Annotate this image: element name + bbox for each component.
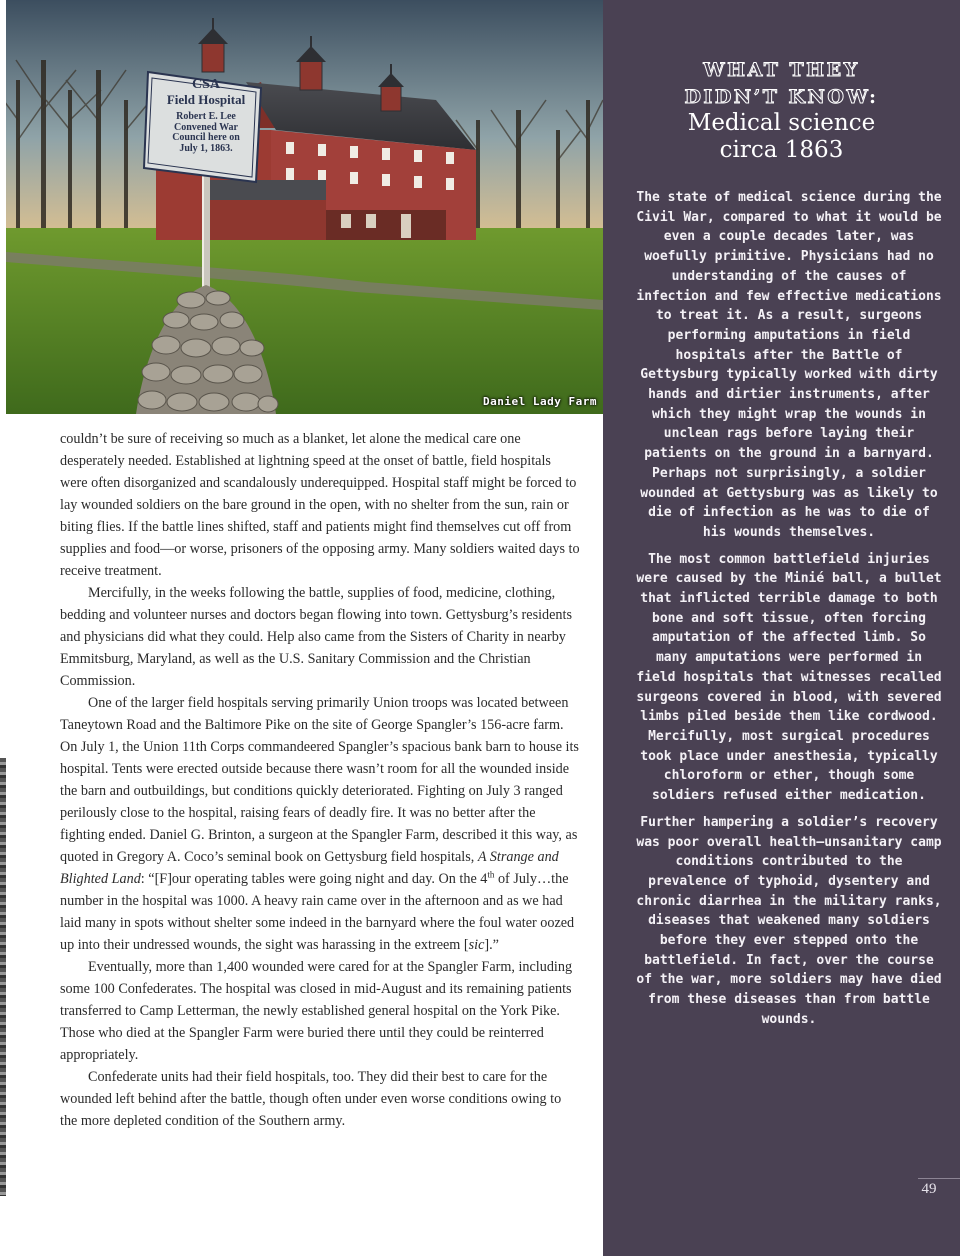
sidebar-what-they-didnt-know	[603, 0, 960, 1256]
sidebar-kicker	[603, 57, 960, 111]
kicker-colon: :	[869, 86, 879, 108]
sic-note: sic	[468, 937, 485, 953]
article-paragraph: Eventually, more than 1,400 wounded were cared for at the Spangler Farm, including some 100 Confederates. The hospital was closed in mid-August and its remaining patients transferred to Camp Letterman, the newly established general hospital on the York Pike. Those who died at the Spangler Farm were buried there until they could be reinterred appropriately.	[60, 959, 573, 1063]
sidebar-paragraph: Further hampering a soldier’s recovery was poor overall health—unsanitary camp conditions contributed to the prevalence of typhoid, dysentery and chronic diarrhea in the military ranks, diseases that weakened many soldiers before they ever stepped onto the battlefield. In fact, over the course of the war, more soldiers may have died from these diseases than from battle wounds.	[636, 814, 942, 1027]
paragraph-text: ].”	[484, 937, 499, 953]
article-paragraph	[60, 692, 582, 956]
page-number-rule	[918, 1178, 960, 1179]
book-title: A Strange and Blighted Land	[60, 849, 559, 887]
title-line: Medical science	[687, 110, 876, 136]
page-number: 49	[921, 1181, 937, 1197]
photo-daniel-lady-farm	[6, 0, 603, 414]
paragraph-text: : “[F]our operating tables were going night and day. On the 4	[140, 871, 488, 887]
article-paragraph: Confederate units had their field hospitals, too. They did their best to care for the wounded left behind after the battle, though often under even worse conditions owing to the more depleted condition of the Southern army.	[60, 1069, 562, 1129]
barn-photo-illustration	[6, 0, 603, 414]
sign-line: Convened War	[174, 121, 238, 133]
sign-line: Council here on	[172, 132, 240, 144]
sidebar-title	[603, 110, 960, 164]
kicker-line: WHAT THEY	[703, 59, 860, 81]
sidebar-paragraph: The most common battlefield injuries were caused by the Minié ball, a bullet that inflicted terrible damage to both bone and soft tissue, often forcing amputation of the affected limb. So many amputations were performed in field hospitals that witnesses recalled surgeons covered in blood, with severed limbs piled beside them like cordwood. Mercifully, most surgical procedures took place under anesthesia, typically chloroform or ether, though some soldiers refused either medication.	[636, 551, 942, 804]
title-line: circa 1863	[719, 137, 844, 163]
sidebar-paragraph: The state of medical science during the Civil War, compared to what it would be even a couple decades later, was woefully primitive. Physicians had no understanding of the causes of infection and few effective medications to treat it. As a result, surgeons performing amputations in field hospitals after the Battle of Gettysburg typically worked with dirty hands and dirtier instruments, after which they might wrap the wounds in unclean rags before laying their patients on the ground in a barnyard. Perhaps not surprisingly, a soldier wounded at Gettysburg was as likely to die of infection as he was to die of his wounds themselves.	[636, 190, 942, 540]
photo-caption: Daniel Lady Farm	[483, 395, 597, 408]
sign-line: CSA	[191, 77, 220, 92]
ordinal-superscript: th	[487, 869, 495, 880]
adjacent-page-edge	[0, 758, 6, 1196]
field-hospital-sign	[154, 78, 258, 154]
sidebar-body	[633, 188, 945, 1037]
sign-line: Robert E. Lee	[176, 111, 236, 123]
sign-line: July 1, 1863.	[179, 142, 233, 154]
sign-line: Field Hospital	[166, 91, 246, 107]
article-body	[60, 428, 582, 1132]
article-paragraph: couldn’t be sure of receiving so much as a blanket, let alone the medical care one desperately needed. Established at lightning speed at the onset of battle, field hospitals were often disorganized and scandalously underequipped. Hospital staff might be forced to lay wounded soldiers on the bare ground in the open, with no shelter from the sun, rain or biting flies. If the battle lines shifted, staff and patients might find themselves cut off from supplies and food—or worse, prisoners of the opposing army. Many soldiers waited days to receive treatment.	[60, 431, 580, 579]
article-paragraph: Mercifully, in the weeks following the battle, supplies of food, medicine, clothing, bedding and volunteer nurses and doctors began flowing into town. Gettysburg’s residents and physicians did what they could. Help also came from the Sisters of Charity in nearby Emmitsburg, Maryland, as well as the U.S. Sanitary Commission and the Christian Commission.	[60, 585, 572, 689]
paragraph-text: One of the larger field hospitals serving primarily Union troops was located between Taneytown Road and the Baltimore Pike on the site of George Spangler’s 156-acre farm. On July 1, the Union 11th Corps commandeered Spangler’s spacious bank barn to house its hospital. Tents were erected outside because there wasn’t room for all the wounded inside the barn and outbuildings, but conditions quickly deteriorated. Fighting on July 3 ranged perilously close to the hospital, raising fears of deadly fire. It was no better after the fighting ended. Daniel G. Brinton, a surgeon at the Spangler Farm, described it this way, as quoted in Gregory A. Coco’s seminal book on Gettysburg field hospitals,	[60, 695, 579, 865]
kicker-line: DIDN’T KNOW	[684, 86, 870, 108]
paragraph-text: of July…the number in the hospital was 1000. A heavy rain came over in the afternoon and as we had laid many in spots without shelter some indeed in the barnyard where the foul water oozed up into their undressed wounds, the sight was harassing in the extreem [	[60, 871, 575, 953]
